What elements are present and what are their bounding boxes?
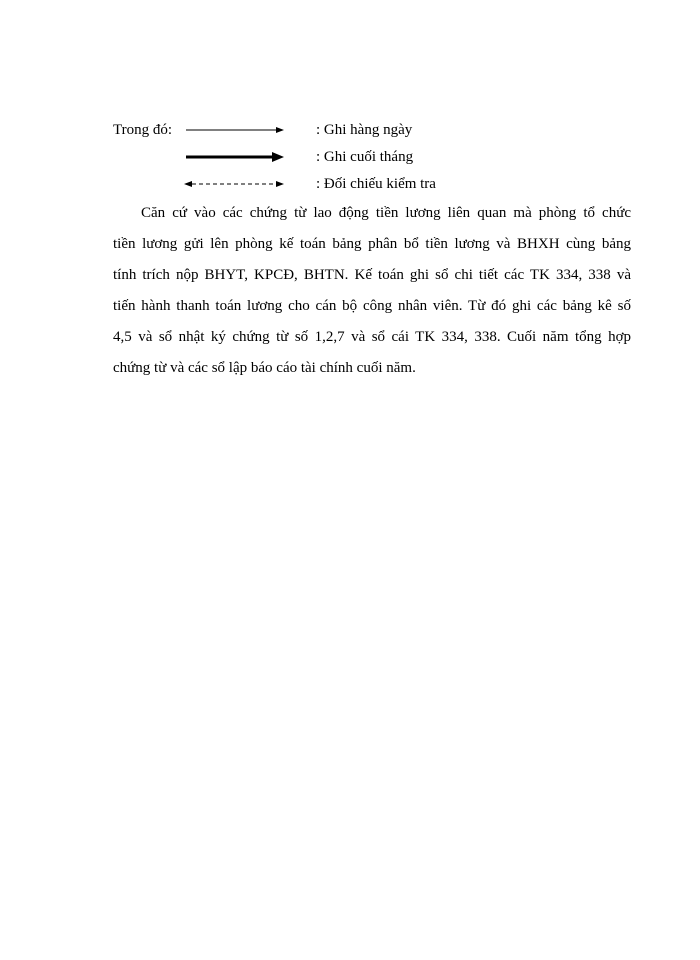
dashed-double-arrow-icon bbox=[184, 173, 284, 195]
paragraph-line: tiền lương gửi lên phòng kế toán bảng phân bổ tiền lương và BHXH cùng bảng bbox=[113, 236, 631, 252]
legend-row-monthly bbox=[113, 146, 633, 168]
thick-solid-arrow-icon bbox=[184, 146, 284, 168]
legend-row-check bbox=[113, 173, 633, 195]
paragraph-line: 4,5 và sổ nhật ký chứng từ số 1,2,7 và sổ cái TK 334, 338. Cuối năm tổng hợp bbox=[113, 329, 631, 345]
legend-label-monthly: : Ghi cuối tháng bbox=[316, 149, 414, 165]
paragraph-line: Căn cứ vào các chứng từ lao động tiền lương liên quan mà phòng tổ chức bbox=[141, 205, 631, 221]
paragraph-line: chứng từ và các sổ lập báo cáo tài chính cuối năm. bbox=[113, 360, 416, 376]
paragraph-line: tiến hành thanh toán lương cho cán bộ công nhân viên. Từ đó ghi các bảng kê số bbox=[113, 298, 631, 314]
body-paragraph bbox=[113, 198, 631, 384]
legend-lead-label: Trong đó: bbox=[113, 122, 173, 138]
legend-label-daily: : Ghi hàng ngày bbox=[316, 122, 413, 138]
paragraph-line: tính trích nộp BHYT, KPCĐ, BHTN. Kế toán ghi sổ chi tiết các TK 334, 338 và bbox=[113, 267, 631, 283]
legend-label-check: : Đối chiếu kiểm tra bbox=[316, 176, 436, 192]
legend-row-daily bbox=[113, 119, 633, 141]
thin-solid-arrow-icon bbox=[184, 119, 284, 141]
